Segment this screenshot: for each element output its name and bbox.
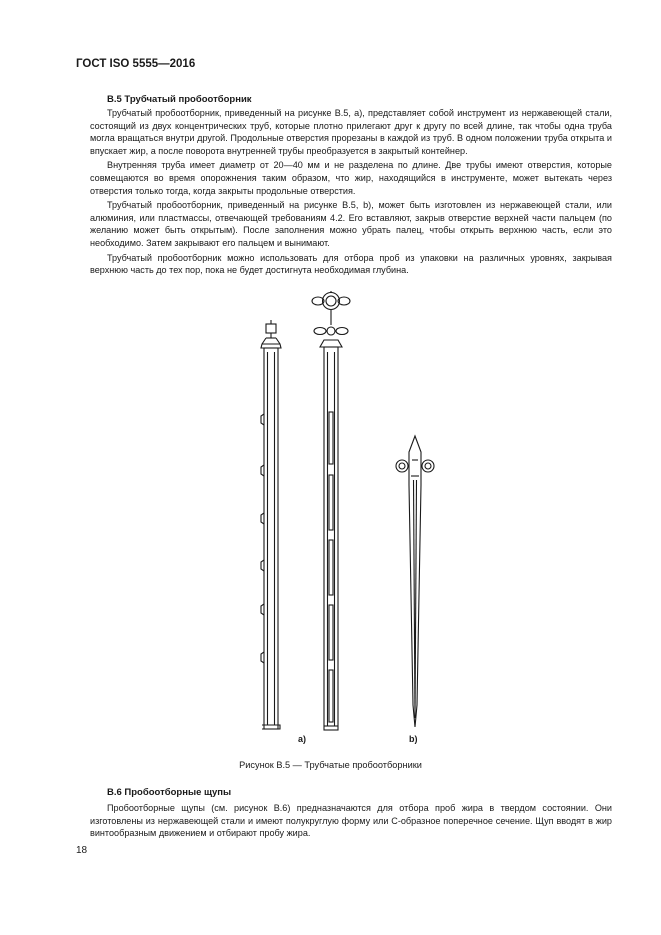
paragraph: Внутренняя труба имеет диаметр от 20—40 мм и не разделена по длине. Две трубы имеют отверстия, которые совмещаются во время опорожнения таким образом, что жир, находящийся в инструменте, может вытекать через отверстия только тогда, когда закрыты продольные отверстия. bbox=[90, 160, 612, 196]
paragraph: Пробоотборные щупы (см. рисунок B.6) предназначаются для отбора проб жира в твердом состоянии. Они изготовлены из нержавеющей стали и имеют полукруглую форму или С-образное поперечное сечение. Щуп вводят в жир винтообразным движением и отбирают пробу жира. bbox=[90, 803, 612, 839]
figure-label-b: b) bbox=[409, 734, 418, 744]
tube-sampler-b bbox=[396, 436, 434, 727]
tube-sampler-outer bbox=[261, 320, 281, 729]
paragraph: Трубчатый пробоотборник можно использовать для отбора проб из упаковки на различных уровнях, закрывая верхнюю часть до тех пор, пока не будет достигнута необходимая глубина. bbox=[90, 252, 612, 276]
section-b5-body bbox=[90, 107, 612, 277]
section-b6-heading: B.6 Пробоотборные щупы bbox=[107, 787, 232, 798]
paragraph: Трубчатый пробоотборник, приведенный на рисунке B.5, а), представляет собой инструмент из нержавеющей стали, состоящий из двух концентрических труб, которые плотно прилегают друг к другу по всей длине, так чтобы одна труба могла вращаться внутри другой. Продольные отверстия прорезаны в каждой из труб. В одном положении труба открыта и впускает жир, а после поворота внутренней трубы преобразуется в закрытый контейнер. bbox=[90, 108, 612, 156]
tube-sampler-inner bbox=[312, 291, 350, 730]
section-b5-heading: B.5 Трубчатый пробоотборник bbox=[107, 94, 252, 105]
figure-b5-drawing bbox=[0, 285, 661, 755]
section-b6-body bbox=[90, 802, 612, 840]
figure-caption: Рисунок B.5 — Трубчатые пробоотборники bbox=[239, 760, 422, 770]
document-header: ГОСТ ISO 5555—2016 bbox=[76, 58, 196, 70]
figure-label-a: a) bbox=[298, 734, 307, 744]
page-number: 18 bbox=[76, 845, 88, 856]
paragraph: Трубчатый пробоотборник, приведенный на рисунке B.5, b), может быть изготовлен из нержавеющей стали, или алюминия, или пластмассы, отвечающей требованиям 4.2. Его вставляют, закрыв отверстие верхней части пальцем (по желанию может быть открытым). После заполнения можно убрать палец, чтобы открыть верхнюю часть, если это необходимо. Затем закрывают его пальцем и вынимают. bbox=[90, 200, 612, 248]
